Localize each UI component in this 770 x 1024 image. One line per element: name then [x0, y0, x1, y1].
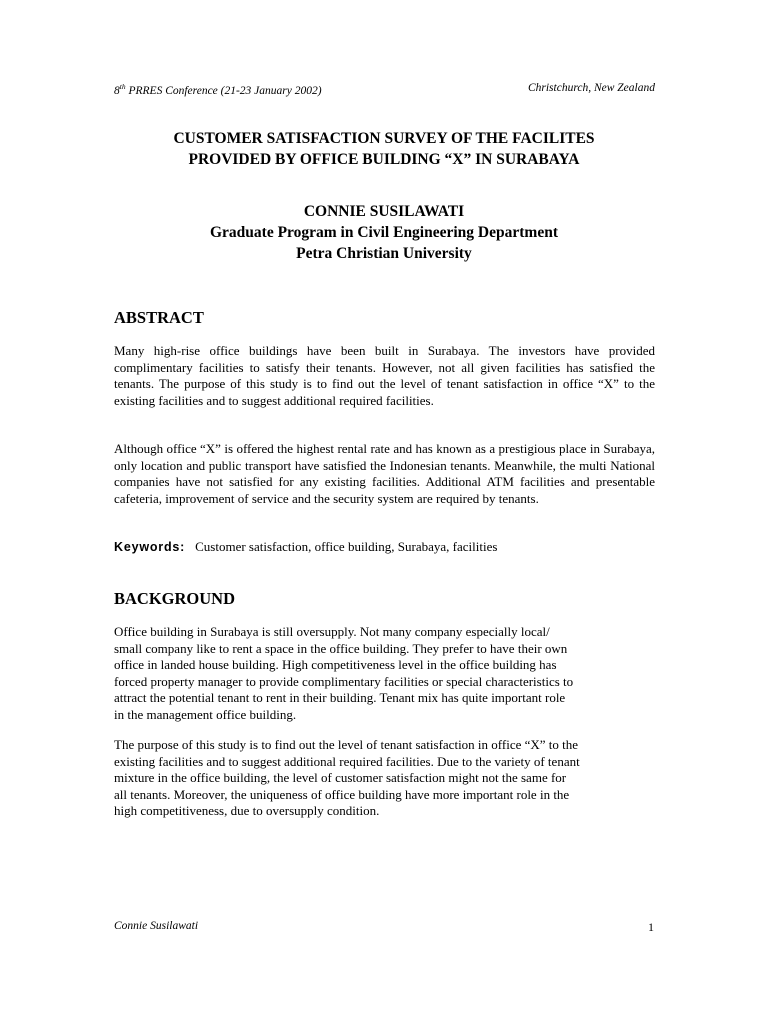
- background-p2-line: existing facilities and to suggest additional required facilities. Due to the variety of tenant: [114, 753, 580, 769]
- background-p1-line: small company like to rent a space in the office building. They prefer to have their own: [114, 640, 568, 656]
- background-paragraph-2: [114, 737, 614, 820]
- background-p1-line: office in landed house building. High competitiveness level in the office building has: [114, 657, 557, 672]
- background-p1-line: Office building in Surabaya is still oversupply. Not many company especially local/: [114, 624, 550, 639]
- conference-ordinal-suffix: th: [119, 82, 126, 91]
- keywords-text: Customer satisfaction, office building, Surabaya, facilities: [195, 539, 498, 554]
- running-header-location: Christchurch, New Zealand: [527, 82, 655, 94]
- abstract-heading: ABSTRACT: [114, 308, 204, 327]
- background-p1-line: forced property manager to provide complimentary facilities or special characteristics to: [114, 673, 574, 689]
- background-p2-line: mixture in the office building, the level of customer satisfaction might not the same for: [114, 770, 567, 785]
- author-university: Petra Christian University: [296, 245, 472, 262]
- abstract-paragraph-2: Although office “X” is offered the highest rental rate and has known as a prestigious place in Surabaya, only location and public transport have satisfied the Indonesian tenants. Meanwhile, the multi National companies have not satisfied for any existing facilities. Additional ATM facilities and presentable cafeteria, improvement of service and the security system are required by tenants.: [114, 441, 655, 506]
- author-block: [114, 201, 654, 264]
- keywords-line: [114, 539, 497, 555]
- keywords-label: Keywords:: [114, 540, 186, 554]
- page-number: 1: [648, 920, 654, 934]
- author-name: CONNIE SUSILAWATI: [303, 203, 465, 220]
- paper-title: [114, 128, 654, 170]
- conference-name: PRRES Conference (21-23 January 2002): [125, 84, 322, 97]
- background-p2-line: The purpose of this study is to find out the level of tenant satisfaction in office “X” to the: [114, 737, 579, 752]
- background-p2-line: high competitiveness, due to oversupply condition.: [114, 803, 380, 818]
- background-p1-line: in the management office building.: [114, 706, 297, 722]
- background-p2-line: all tenants. Moreover, the uniqueness of office building have more important role in the: [114, 786, 570, 802]
- title-line-2: PROVIDED BY OFFICE BUILDING “X” IN SURABAYA: [188, 151, 580, 168]
- background-p1-line: attract the potential tenant to rent in their building. Tenant mix has quite important role: [114, 690, 566, 705]
- abstract-paragraph-1: Many high-rise office buildings have been built in Surabaya. The investors have provided complimentary facilities to satisfy their tenants. However, not all given facilities has satisfied the tenants. The purpose of this study is to find out the level of tenant satisfaction in office “X” to the existing facilities and to suggest additional required facilities.: [114, 343, 655, 408]
- background-heading: BACKGROUND: [114, 589, 236, 608]
- author-department: Graduate Program in Civil Engineering Department: [209, 224, 558, 241]
- running-footer-author: Connie Susilawati: [114, 920, 199, 932]
- title-line-1: CUSTOMER SATISFACTION SURVEY OF THE FACILITES: [173, 130, 595, 147]
- running-header-conference: [114, 82, 322, 97]
- background-paragraph-1: [114, 624, 614, 723]
- conference-number: 8: [114, 84, 120, 97]
